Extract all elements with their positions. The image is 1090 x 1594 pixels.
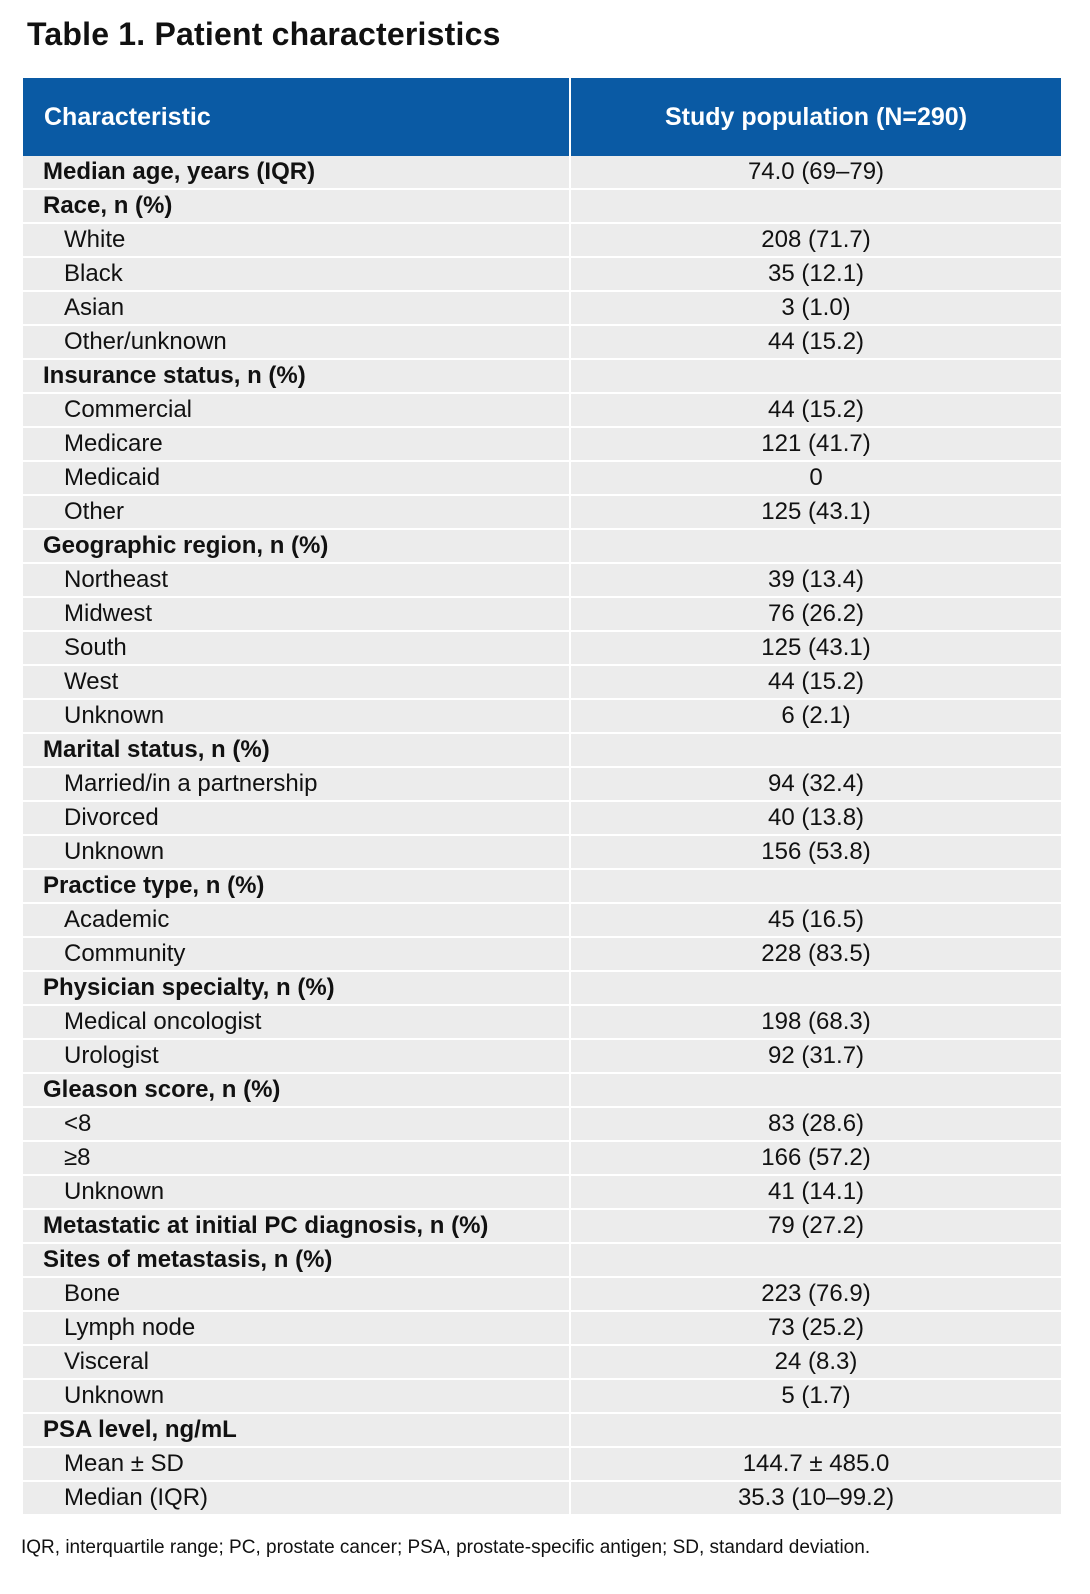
value-cell: 223 (76.9) [570, 1277, 1061, 1311]
value-cell: 44 (15.2) [570, 665, 1061, 699]
value-cell [570, 1243, 1061, 1277]
value-cell: 76 (26.2) [570, 597, 1061, 631]
characteristic-cell: Divorced [23, 801, 570, 835]
patient-characteristics-table [23, 78, 1061, 1516]
column-header-study-population: Study population (N=290) [570, 78, 1061, 156]
value-cell [570, 1073, 1061, 1107]
table-row [23, 1141, 1061, 1175]
header-row [23, 78, 1061, 156]
table-section-row [23, 529, 1061, 563]
value-cell [570, 529, 1061, 563]
value-cell: 41 (14.1) [570, 1175, 1061, 1209]
table-row [23, 1175, 1061, 1209]
table-row [23, 563, 1061, 597]
value-cell: 73 (25.2) [570, 1311, 1061, 1345]
table-section-row [23, 733, 1061, 767]
characteristic-cell: Commercial [23, 393, 570, 427]
characteristic-cell: Married/in a partnership [23, 767, 570, 801]
table-row [23, 1039, 1061, 1073]
value-cell: 44 (15.2) [570, 325, 1061, 359]
table-section-row [23, 1243, 1061, 1277]
value-cell: 3 (1.0) [570, 291, 1061, 325]
column-header-characteristic: Characteristic [23, 78, 570, 156]
characteristic-cell: Medicare [23, 427, 570, 461]
value-cell: 156 (53.8) [570, 835, 1061, 869]
characteristic-cell: Sites of metastasis, n (%) [23, 1243, 570, 1277]
table-row [23, 665, 1061, 699]
characteristic-cell: Mean ± SD [23, 1447, 570, 1481]
characteristic-cell: Medicaid [23, 461, 570, 495]
table-body [23, 156, 1061, 1515]
table-row [23, 1379, 1061, 1413]
data-table [23, 78, 1061, 1516]
characteristic-cell: Urologist [23, 1039, 570, 1073]
value-cell: 125 (43.1) [570, 495, 1061, 529]
table-row [23, 325, 1061, 359]
characteristic-cell: Gleason score, n (%) [23, 1073, 570, 1107]
characteristic-cell: Other/unknown [23, 325, 570, 359]
value-cell: 121 (41.7) [570, 427, 1061, 461]
table-row [23, 1311, 1061, 1345]
value-cell [570, 869, 1061, 903]
value-cell: 94 (32.4) [570, 767, 1061, 801]
value-cell: 125 (43.1) [570, 631, 1061, 665]
characteristic-cell: PSA level, ng/mL [23, 1413, 570, 1447]
value-cell [570, 733, 1061, 767]
value-cell: 198 (68.3) [570, 1005, 1061, 1039]
characteristic-cell: Metastatic at initial PC diagnosis, n (%) [23, 1209, 570, 1243]
characteristic-cell: Lymph node [23, 1311, 570, 1345]
table-row [23, 1447, 1061, 1481]
characteristic-cell: Medical oncologist [23, 1005, 570, 1039]
value-cell [570, 359, 1061, 393]
value-cell: 35 (12.1) [570, 257, 1061, 291]
characteristic-cell: Unknown [23, 1379, 570, 1413]
characteristic-cell: Unknown [23, 1175, 570, 1209]
table-row [23, 1345, 1061, 1379]
value-cell: 144.7 ± 485.0 [570, 1447, 1061, 1481]
table-footnote: IQR, interquartile range; PC, prostate cancer; PSA, prostate-specific antigen; SD, standard deviation. [21, 1537, 871, 1558]
table-section-row [23, 869, 1061, 903]
table-row [23, 631, 1061, 665]
characteristic-cell: Other [23, 495, 570, 529]
table-row [23, 597, 1061, 631]
table-section-row [23, 1413, 1061, 1447]
value-cell: 74.0 (69–79) [570, 156, 1061, 189]
value-cell: 166 (57.2) [570, 1141, 1061, 1175]
table-section-row [23, 971, 1061, 1005]
table-row [23, 257, 1061, 291]
characteristic-cell: Visceral [23, 1345, 570, 1379]
table-row [23, 393, 1061, 427]
table-row [23, 801, 1061, 835]
characteristic-cell: <8 [23, 1107, 570, 1141]
value-cell: 40 (13.8) [570, 801, 1061, 835]
characteristic-cell: White [23, 223, 570, 257]
value-cell: 45 (16.5) [570, 903, 1061, 937]
table-row [23, 835, 1061, 869]
table-section-row [23, 1073, 1061, 1107]
characteristic-cell: South [23, 631, 570, 665]
characteristic-cell: Physician specialty, n (%) [23, 971, 570, 1005]
characteristic-cell: West [23, 665, 570, 699]
table-row [23, 1277, 1061, 1311]
value-cell: 35.3 (10–99.2) [570, 1481, 1061, 1515]
table-row [23, 767, 1061, 801]
value-cell [570, 189, 1061, 223]
value-cell: 208 (71.7) [570, 223, 1061, 257]
value-cell: 0 [570, 461, 1061, 495]
table-header [23, 78, 1061, 156]
characteristic-cell: Community [23, 937, 570, 971]
characteristic-cell: Black [23, 257, 570, 291]
table-row [23, 427, 1061, 461]
value-cell: 44 (15.2) [570, 393, 1061, 427]
value-cell [570, 1413, 1061, 1447]
value-cell: 83 (28.6) [570, 1107, 1061, 1141]
characteristic-cell: ≥8 [23, 1141, 570, 1175]
characteristic-cell: Race, n (%) [23, 189, 570, 223]
value-cell: 39 (13.4) [570, 563, 1061, 597]
table-row [23, 1481, 1061, 1515]
characteristic-cell: Practice type, n (%) [23, 869, 570, 903]
characteristic-cell: Marital status, n (%) [23, 733, 570, 767]
characteristic-cell: Geographic region, n (%) [23, 529, 570, 563]
characteristic-cell: Unknown [23, 699, 570, 733]
value-cell [570, 971, 1061, 1005]
value-cell: 92 (31.7) [570, 1039, 1061, 1073]
table-row [23, 461, 1061, 495]
table-row [23, 1005, 1061, 1039]
value-cell: 6 (2.1) [570, 699, 1061, 733]
characteristic-cell: Median (IQR) [23, 1481, 570, 1515]
characteristic-cell: Midwest [23, 597, 570, 631]
characteristic-cell: Median age, years (IQR) [23, 156, 570, 189]
table-row [23, 495, 1061, 529]
table-section-row [23, 359, 1061, 393]
value-cell: 79 (27.2) [570, 1209, 1061, 1243]
table-section-row [23, 156, 1061, 189]
table-row [23, 1107, 1061, 1141]
value-cell: 24 (8.3) [570, 1345, 1061, 1379]
characteristic-cell: Asian [23, 291, 570, 325]
characteristic-cell: Academic [23, 903, 570, 937]
page-title: Table 1. Patient characteristics [27, 16, 501, 52]
characteristic-cell: Bone [23, 1277, 570, 1311]
table-row [23, 291, 1061, 325]
value-cell: 228 (83.5) [570, 937, 1061, 971]
value-cell: 5 (1.7) [570, 1379, 1061, 1413]
characteristic-cell: Unknown [23, 835, 570, 869]
characteristic-cell: Northeast [23, 563, 570, 597]
characteristic-cell: Insurance status, n (%) [23, 359, 570, 393]
table-row [23, 937, 1061, 971]
table-section-row [23, 189, 1061, 223]
table-row [23, 903, 1061, 937]
table-row [23, 699, 1061, 733]
table-row [23, 223, 1061, 257]
table-section-row [23, 1209, 1061, 1243]
